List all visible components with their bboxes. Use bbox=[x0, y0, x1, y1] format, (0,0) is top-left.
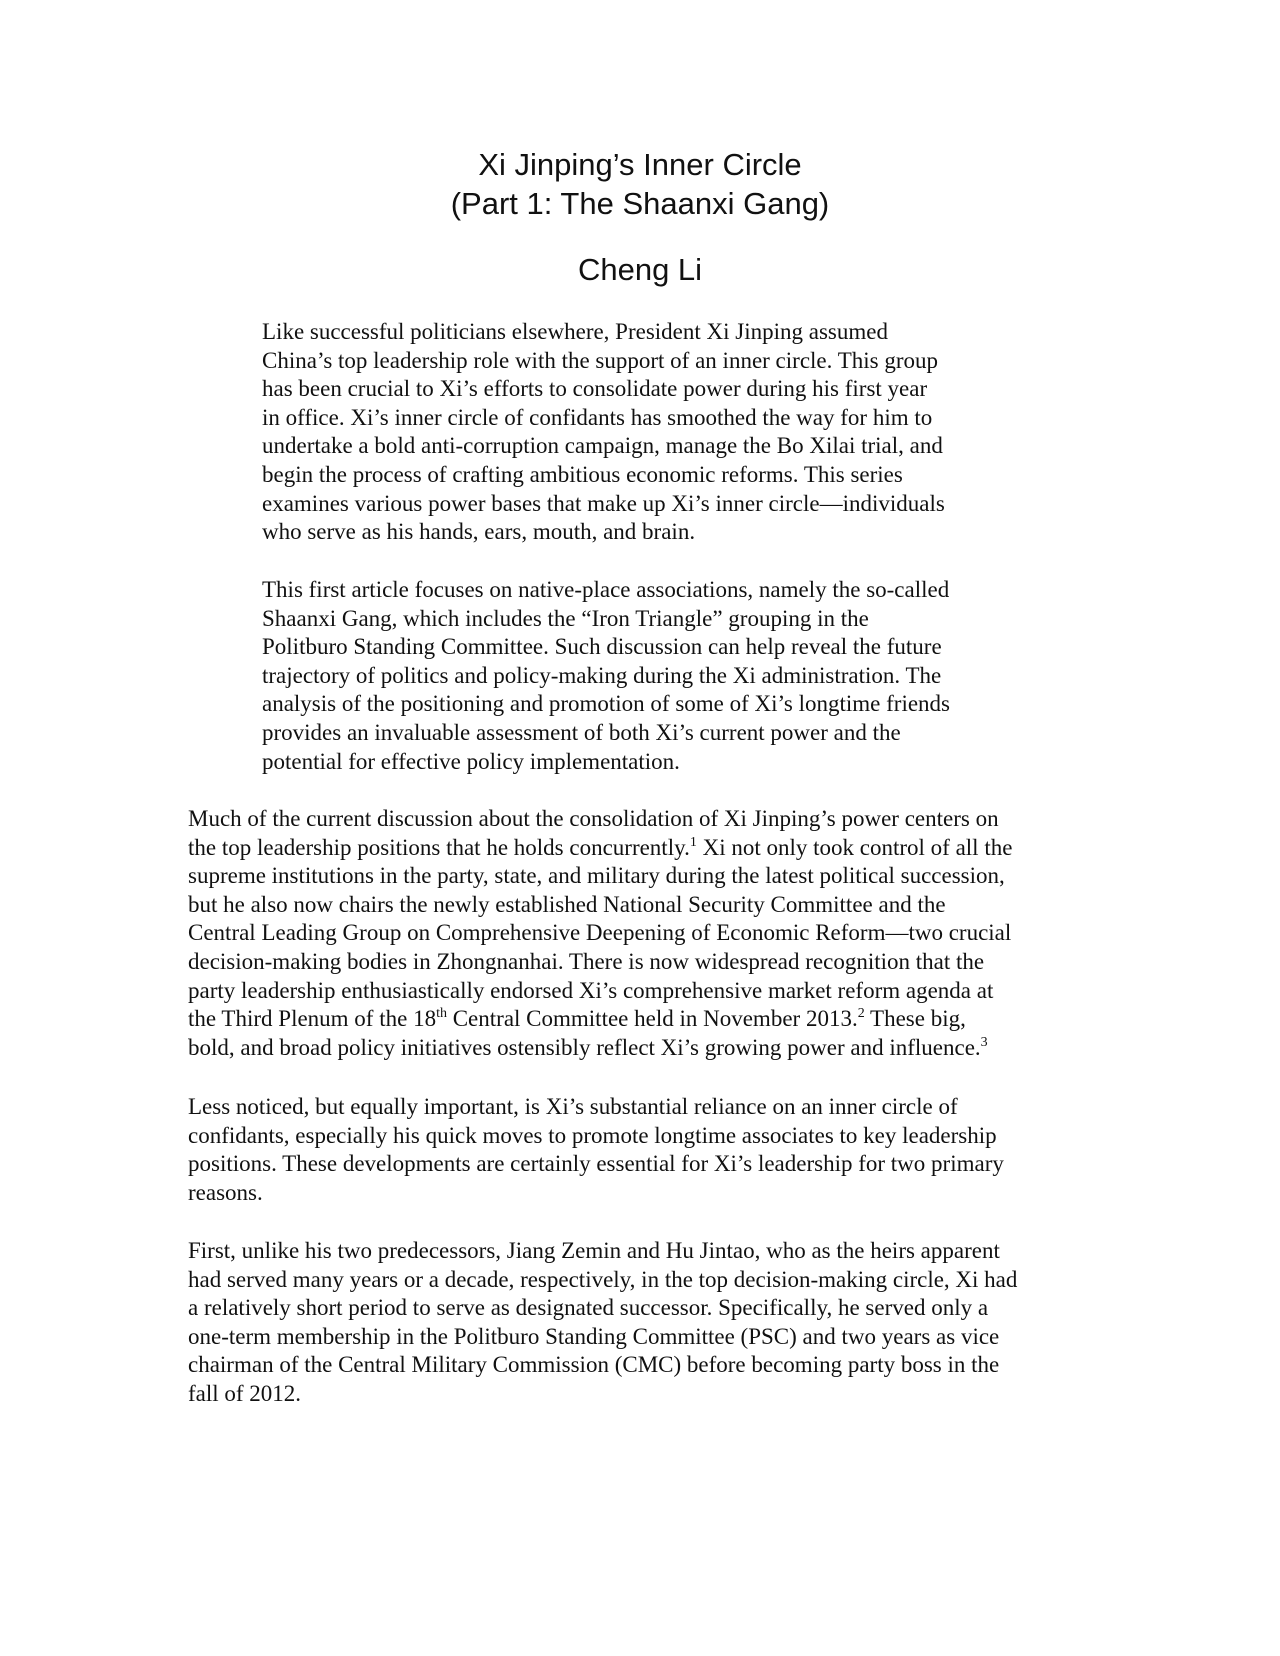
text-fragment: the Third Plenum of the 18 bbox=[188, 1006, 437, 1032]
text-line bbox=[188, 1005, 1100, 1034]
text-line: positions. These developments are certainly essential for Xi’s leadership for two primary bbox=[188, 1151, 1004, 1177]
text-line: Less noticed, but equally important, is Xi’s substantial reliance on an inner circle of bbox=[188, 1094, 958, 1119]
ordinal-suffix: th bbox=[436, 1006, 447, 1022]
text-line: chairman of the Central Military Commission (CMC) before becoming party boss in the bbox=[188, 1352, 1000, 1378]
text-line: who serve as his hands, ears, mouth, and brain. bbox=[262, 519, 696, 545]
text-line: had served many years or a decade, respectively, in the top decision-making circle, Xi had bbox=[188, 1266, 1018, 1292]
text-line: has been crucial to Xi’s efforts to consolidate power during his first year bbox=[262, 376, 928, 402]
text-line: undertake a bold anti-corruption campaign, manage the Bo Xilai trial, and bbox=[262, 433, 943, 459]
text-line: trajectory of politics and policy-making during the Xi administration. The bbox=[262, 662, 942, 688]
footnote-ref-2[interactable]: 2 bbox=[857, 1006, 865, 1022]
text-line: provides an invaluable assessment of both Xi’s current power and the bbox=[262, 719, 901, 745]
text-line: confidants, especially his quick moves to promote longtime associates to key leadership bbox=[188, 1122, 997, 1148]
text-line: decision-making bodies in Zhongnanhai. There is now widespread recognition that the bbox=[188, 948, 985, 974]
footnote-ref-1[interactable]: 1 bbox=[689, 834, 697, 850]
text-line: a relatively short period to serve as designated successor. Specifically, he served only a bbox=[188, 1295, 989, 1321]
document-title-line-2: (Part 1: The Shaanxi Gang) bbox=[450, 186, 830, 221]
text-line: begin the process of crafting ambitious economic reforms. This series bbox=[262, 461, 903, 487]
text-line: examines various power bases that make up Xi’s inner circle—individuals bbox=[262, 490, 945, 516]
text-line bbox=[188, 1034, 1100, 1063]
abstract-paragraph-1 bbox=[262, 318, 1042, 547]
footnote-ref-3[interactable]: 3 bbox=[980, 1034, 988, 1050]
text-line: reasons. bbox=[188, 1179, 263, 1205]
text-line bbox=[188, 834, 1100, 863]
text-fragment: bold, and broad policy initiatives ostensibly reflect Xi’s growing power and influence. bbox=[188, 1034, 981, 1060]
text-line: supreme institutions in the party, state, and military during the latest political succession, bbox=[188, 863, 1005, 889]
text-fragment: Central Committee held in November 2013. bbox=[446, 1006, 858, 1032]
text-line: analysis of the positioning and promotion of some of Xi’s longtime friends bbox=[262, 691, 951, 717]
body-paragraph-2 bbox=[188, 1093, 1100, 1207]
body-paragraph-3 bbox=[188, 1237, 1100, 1409]
text-fragment: These big, bbox=[864, 1006, 966, 1032]
text-line: This first article focuses on native-place associations, namely the so-called bbox=[262, 577, 950, 602]
abstract-paragraph-2 bbox=[262, 576, 1042, 776]
text-line: Like successful politicians elsewhere, President Xi Jinping assumed bbox=[262, 319, 888, 344]
text-line: Central Leading Group on Comprehensive Deepening of Economic Reform—two crucial bbox=[188, 920, 1012, 946]
text-line: in office. Xi’s inner circle of confidants has smoothed the way for him to bbox=[262, 404, 933, 430]
text-line: China’s top leadership role with the support of an inner circle. This group bbox=[262, 347, 939, 373]
text-line: Politburo Standing Committee. Such discussion can help reveal the future bbox=[262, 634, 942, 660]
text-line: but he also now chairs the newly established National Security Committee and the bbox=[188, 891, 946, 917]
text-fragment: the top leadership positions that he holds concurrently. bbox=[188, 834, 690, 860]
text-line: potential for effective policy implementation. bbox=[262, 748, 680, 774]
text-fragment: Xi not only took control of all the bbox=[696, 834, 1013, 860]
author-name: Cheng Li bbox=[577, 252, 703, 287]
text-line: Much of the current discussion about the consolidation of Xi Jinping’s power centers on bbox=[188, 806, 999, 831]
text-line: First, unlike his two predecessors, Jiang Zemin and Hu Jintao, who as the heirs apparent bbox=[188, 1238, 1000, 1263]
text-line: party leadership enthusiastically endorsed Xi’s comprehensive market reform agenda at bbox=[188, 977, 994, 1003]
text-line: Shaanxi Gang, which includes the “Iron Triangle” grouping in the bbox=[262, 605, 869, 631]
document-title-line-1: Xi Jinping’s Inner Circle bbox=[478, 147, 802, 182]
text-line: fall of 2012. bbox=[188, 1380, 302, 1406]
body-paragraph-1 bbox=[188, 805, 1100, 1062]
text-line: one-term membership in the Politburo Standing Committee (PSC) and two years as vice bbox=[188, 1323, 1000, 1349]
